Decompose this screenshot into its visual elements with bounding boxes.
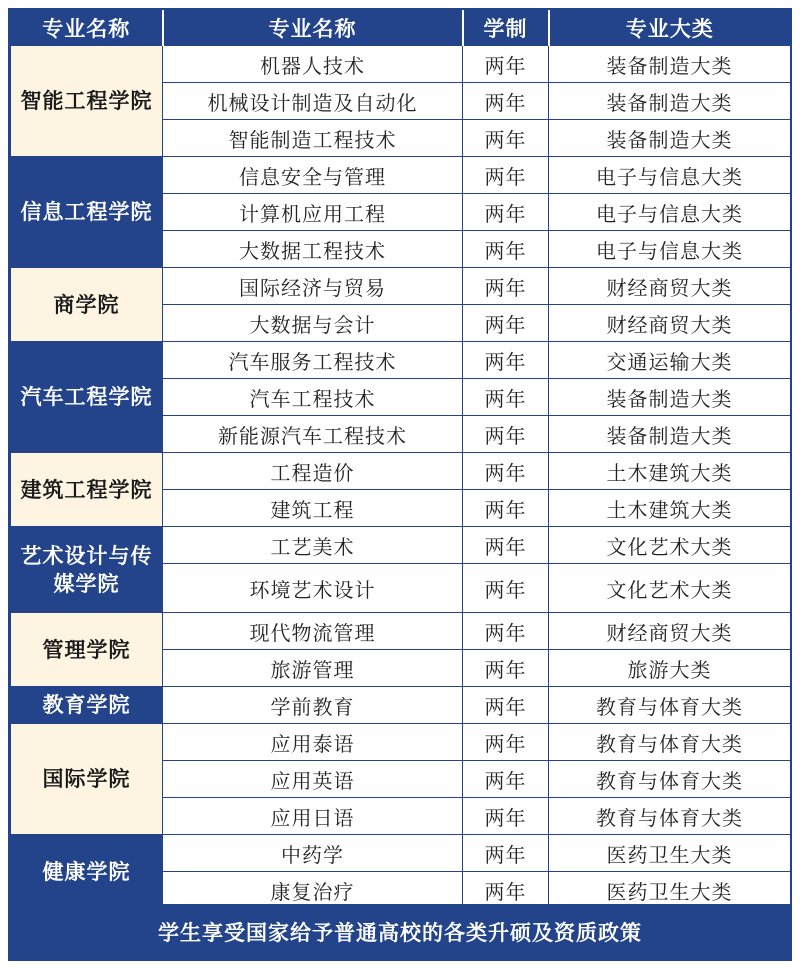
major-category: 教育与体育大类 bbox=[549, 687, 791, 724]
major-name: 工艺美术 bbox=[163, 527, 463, 564]
table-row bbox=[11, 687, 791, 724]
major-category: 电子与信息大类 bbox=[549, 194, 791, 231]
college-name: 汽车工程学院 bbox=[11, 342, 163, 453]
table-row bbox=[11, 268, 791, 305]
study-years: 两年 bbox=[463, 453, 549, 490]
table-row bbox=[11, 724, 791, 761]
study-years: 两年 bbox=[463, 564, 549, 613]
major-category: 土木建筑大类 bbox=[549, 453, 791, 490]
table-row bbox=[11, 157, 791, 194]
study-years: 两年 bbox=[463, 194, 549, 231]
study-years: 两年 bbox=[463, 872, 549, 909]
study-years: 两年 bbox=[463, 416, 549, 453]
table-row bbox=[11, 46, 791, 83]
major-category: 装备制造大类 bbox=[549, 46, 791, 83]
major-name: 应用泰语 bbox=[163, 724, 463, 761]
major-name: 应用日语 bbox=[163, 798, 463, 835]
study-years: 两年 bbox=[463, 120, 549, 157]
major-name: 中药学 bbox=[163, 835, 463, 872]
study-years: 两年 bbox=[463, 761, 549, 798]
header-years: 学制 bbox=[463, 11, 549, 46]
study-years: 两年 bbox=[463, 687, 549, 724]
header-major: 专业名称 bbox=[163, 11, 463, 46]
major-category: 旅游大类 bbox=[549, 650, 791, 687]
major-category: 交通运输大类 bbox=[549, 342, 791, 379]
major-name: 汽车工程技术 bbox=[163, 379, 463, 416]
major-category: 财经商贸大类 bbox=[549, 305, 791, 342]
major-category: 教育与体育大类 bbox=[549, 798, 791, 835]
major-name: 学前教育 bbox=[163, 687, 463, 724]
major-category: 文化艺术大类 bbox=[549, 527, 791, 564]
study-years: 两年 bbox=[463, 490, 549, 527]
study-years: 两年 bbox=[463, 305, 549, 342]
major-name: 信息安全与管理 bbox=[163, 157, 463, 194]
college-name: 国际学院 bbox=[11, 724, 163, 835]
major-name: 工程造价 bbox=[163, 453, 463, 490]
majors-table-body bbox=[11, 46, 791, 909]
major-name: 计算机应用工程 bbox=[163, 194, 463, 231]
table-row bbox=[11, 835, 791, 872]
major-name: 机器人技术 bbox=[163, 46, 463, 83]
major-category: 文化艺术大类 bbox=[549, 564, 791, 613]
study-years: 两年 bbox=[463, 650, 549, 687]
table-row bbox=[11, 613, 791, 650]
college-name: 艺术设计与传媒学院 bbox=[11, 527, 163, 613]
major-name: 康复治疗 bbox=[163, 872, 463, 909]
major-category: 教育与体育大类 bbox=[549, 724, 791, 761]
major-name: 环境艺术设计 bbox=[163, 564, 463, 613]
major-category: 装备制造大类 bbox=[549, 379, 791, 416]
study-years: 两年 bbox=[463, 83, 549, 120]
major-name: 大数据与会计 bbox=[163, 305, 463, 342]
college-name: 健康学院 bbox=[11, 835, 163, 909]
major-name: 大数据工程技术 bbox=[163, 231, 463, 268]
header-college: 专业名称 bbox=[11, 11, 163, 46]
college-name: 教育学院 bbox=[11, 687, 163, 724]
major-name: 机械设计制造及自动化 bbox=[163, 83, 463, 120]
header-category: 专业大类 bbox=[549, 11, 791, 46]
study-years: 两年 bbox=[463, 342, 549, 379]
major-name: 旅游管理 bbox=[163, 650, 463, 687]
major-category: 电子与信息大类 bbox=[549, 231, 791, 268]
major-name: 现代物流管理 bbox=[163, 613, 463, 650]
major-category: 教育与体育大类 bbox=[549, 761, 791, 798]
major-category: 医药卫生大类 bbox=[549, 872, 791, 909]
college-name: 信息工程学院 bbox=[11, 157, 163, 268]
policy-footer: 学生享受国家给予普通高校的各类升硕及资质政策 bbox=[10, 904, 790, 959]
college-name: 智能工程学院 bbox=[11, 46, 163, 157]
major-category: 土木建筑大类 bbox=[549, 490, 791, 527]
table-header-row bbox=[11, 11, 791, 46]
table-row bbox=[11, 453, 791, 490]
study-years: 两年 bbox=[463, 46, 549, 83]
study-years: 两年 bbox=[463, 231, 549, 268]
study-years: 两年 bbox=[463, 527, 549, 564]
major-category: 医药卫生大类 bbox=[549, 835, 791, 872]
study-years: 两年 bbox=[463, 379, 549, 416]
major-category: 财经商贸大类 bbox=[549, 268, 791, 305]
college-name: 建筑工程学院 bbox=[11, 453, 163, 527]
college-name: 管理学院 bbox=[11, 613, 163, 687]
study-years: 两年 bbox=[463, 613, 549, 650]
study-years: 两年 bbox=[463, 724, 549, 761]
college-name: 商学院 bbox=[11, 268, 163, 342]
majors-sheet bbox=[8, 8, 792, 961]
major-name: 汽车服务工程技术 bbox=[163, 342, 463, 379]
major-name: 应用英语 bbox=[163, 761, 463, 798]
major-category: 装备制造大类 bbox=[549, 416, 791, 453]
major-category: 电子与信息大类 bbox=[549, 157, 791, 194]
major-category: 装备制造大类 bbox=[549, 120, 791, 157]
study-years: 两年 bbox=[463, 157, 549, 194]
major-name: 智能制造工程技术 bbox=[163, 120, 463, 157]
major-name: 国际经济与贸易 bbox=[163, 268, 463, 305]
major-category: 装备制造大类 bbox=[549, 83, 791, 120]
major-name: 新能源汽车工程技术 bbox=[163, 416, 463, 453]
table-row bbox=[11, 527, 791, 564]
major-name: 建筑工程 bbox=[163, 490, 463, 527]
majors-table bbox=[10, 10, 791, 909]
study-years: 两年 bbox=[463, 798, 549, 835]
table-row bbox=[11, 342, 791, 379]
study-years: 两年 bbox=[463, 835, 549, 872]
major-category: 财经商贸大类 bbox=[549, 613, 791, 650]
study-years: 两年 bbox=[463, 268, 549, 305]
